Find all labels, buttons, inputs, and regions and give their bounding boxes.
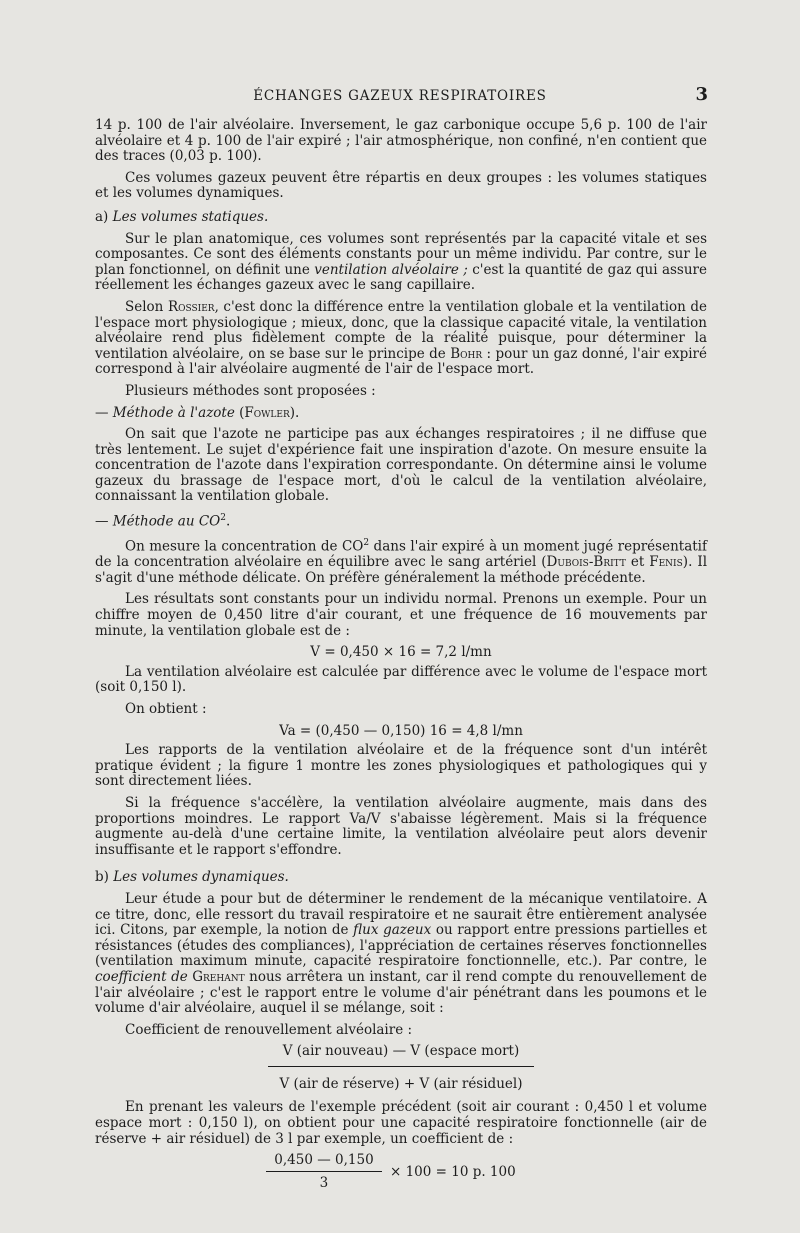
method-co2-heading	[95, 511, 707, 530]
author-dubois-britt: Dubois-Britt	[546, 554, 626, 571]
paragraph-10: On obtient :	[125, 701, 207, 717]
paragraph-13-text-b: ou rapport entre pressions partielles et résistances (études des compliances), l'appréciation de certaines réserves fonctionnelles (ventilation maximum minute, capacité respiratoire fonctionnelle, etc.). Par contre, le	[95, 922, 707, 970]
fraction-example-denominator: 3	[319, 1174, 329, 1191]
author-fowler: Fowler	[244, 404, 290, 421]
fraction-example	[266, 1153, 381, 1191]
paragraph-7-text-d: ). Il s'agit d'une méthode délicate. On préfère généralement la méthode précédente.	[95, 554, 708, 586]
page-number: 3	[695, 84, 708, 105]
paragraph-7-text-a: On mesure la concentration de CO	[125, 538, 364, 555]
formula-global-ventilation: V = 0,450 × 16 = 7,2 l/mn	[310, 644, 492, 661]
paragraph-3	[95, 232, 707, 294]
fraction-denominator: V (air de réserve) + V (air résiduel)	[279, 1075, 523, 1092]
paragraph-13	[95, 892, 707, 1017]
method-1-dash: —	[95, 404, 113, 421]
paragraph-5: Plusieurs méthodes sont proposées :	[125, 382, 376, 399]
paragraph-4	[95, 300, 707, 378]
method-2-title: Méthode au CO	[112, 513, 221, 530]
author-fenis: Fenis	[649, 554, 683, 571]
fraction-example-result: × 100 = 10 p. 100	[389, 1163, 516, 1180]
method-2-superscript: 2	[220, 513, 226, 524]
section-b-title: Les volumes dynamiques.	[113, 869, 289, 886]
paragraph-4-text-c: : pour un gaz donné, l'air expiré correspond à l'air alvéolaire augmenté de l'air de l'espace mort.	[95, 345, 707, 378]
term-flux-gazeux: flux gazeux	[353, 922, 432, 939]
section-b-heading	[95, 870, 707, 886]
formula-renewal-coefficient	[95, 1044, 707, 1092]
paragraph-6: On sait que l'azote ne participe pas aux échanges respiratoires ; il ne diffuse que très lentement. Le sujet d'expérience fait une inspiration d'azote. On mesure ensuite la concentration de l'azote dans l'expiration correspondante. On détermine ainsi le volume gazeux du brassage de l'espace mort, d'où le calcul de la ventilation alvéolaire, connaissant la ventilation globale.	[95, 426, 707, 505]
paragraph-13-text-c: nous arrêtera un instant, car il rend compte du renouvellement de l'air alvéolaire ; c'est le rapport entre le volume d'air pénétrant dans les poumons et le volume d'air alvéolaire, auquel il se mélange, soit :	[95, 968, 707, 1017]
paragraph-3-text-b: c'est la quantité de gaz qui assure réellement les échanges gazeux avec le sang capillaire.	[95, 261, 707, 294]
method-1-paren-open: (	[234, 404, 245, 421]
paragraph-7-text-b: dans l'air expiré à un moment jugé représentatif de la concentration alvéolaire en équilibre avec le sang artériel (	[95, 538, 707, 571]
formula-coefficient-example	[95, 1153, 707, 1191]
paragraph-13-text-a: Leur étude a pour but de déterminer le rendement de la mécanique ventilatoire. A ce titre, donc, elle ressort du travail respiratoire et ne saurait être entièrement analysée ici. Citons, par exemple, la notion de	[95, 890, 707, 939]
author-grehant: Grehant	[192, 968, 245, 985]
paragraph-9: La ventilation alvéolaire est calculée par différence avec le volume de l'espace mort (soit 0,150 l).	[95, 663, 707, 696]
paragraph-4-text-a: Selon	[125, 298, 168, 315]
paragraph-8: Les résultats sont constants pour un individu normal. Prenons un exemple. Pour un chiffre moyen de 0,450 litre d'air courant, et une fréquence de 16 mouvements par minute, la ventilation globale est de :	[95, 591, 707, 639]
paragraph-11: Les rapports de la ventilation alvéolaire et de la fréquence sont d'un intérêt pratique évident ; la figure 1 montre les zones physiologiques et pathologiques qui y sont directement liées.	[95, 742, 707, 790]
term-ventilation-alveolaire: ventilation alvéolaire ;	[314, 261, 468, 278]
section-b-marker: b)	[95, 869, 109, 886]
author-rossier: Rossier	[167, 298, 215, 315]
paragraph-7	[95, 536, 707, 586]
section-a-marker: a)	[95, 208, 109, 225]
formula-alveolar-ventilation: Va = (0,450 — 0,150) 16 = 4,8 l/mn	[279, 722, 523, 739]
fraction-renewal	[268, 1044, 535, 1092]
method-nitrogen-heading	[95, 406, 707, 422]
paragraph-15: En prenant les valeurs de l'exemple précédent (soit air courant : 0,450 l et volume espace mort : 0,150 l), on obtient pour une capacité respiratoire fonctionnelle (air de réserve + air résiduel) de 3 l par exemple, un coefficient de :	[95, 1099, 707, 1147]
paragraph-7-text-c: et	[625, 554, 650, 571]
term-coefficient: coefficient de	[95, 968, 188, 985]
method-1-title: Méthode à l'azote	[112, 404, 235, 421]
section-a-title: Les volumes statiques.	[112, 208, 269, 225]
paragraph-7-superscript: 2	[363, 538, 370, 549]
paragraph-3-text-a: Sur le plan anatomique, ces volumes sont représentés par la capacité vitale et ses composantes. Ce sont des éléments constants pour un même individu. Par contre, sur le plan fonctionnel, on définit une	[95, 230, 707, 278]
method-2-dash: —	[95, 513, 113, 530]
method-2-end: .	[225, 513, 231, 530]
paragraph-2: Ces volumes gazeux peuvent être répartis en deux groupes : les volumes statiques et les volumes dynamiques.	[95, 169, 707, 202]
paragraph-14: Coefficient de renouvellement alvéolaire :	[125, 1021, 413, 1038]
paragraph-4-text-b: , c'est donc la différence entre la ventilation globale et la ventilation de l'espace mort physiologique ; mieux, donc, que la classique capacité vitale, la ventilation alvéolaire rend plus fidèlement compte de la réalité puisque, pour déterminer la ventilation alvéolaire, on se base sur le principe de	[95, 298, 708, 362]
section-a-heading	[95, 210, 707, 226]
page-header	[0, 86, 800, 106]
running-title: ÉCHANGES GAZEUX RESPIRATOIRES	[253, 88, 547, 104]
fraction-numerator: V (air nouveau) — V (espace mort)	[268, 1044, 535, 1067]
fraction-example-numerator: 0,450 — 0,150	[266, 1153, 381, 1172]
paragraph-12: Si la fréquence s'accélère, la ventilation alvéolaire augmente, mais dans des proportions moindres. Le rapport Va/V s'abaisse légèrement. Mais si la fréquence augmente au-delà d'une certaine limite, la ventilation alvéolaire peut alors devenir insuffisante et le rapport s'effondre.	[95, 794, 707, 858]
method-1-paren-close: ).	[289, 404, 300, 421]
paragraph-1: 14 p. 100 de l'air alvéolaire. Inversement, le gaz carbonique occupe 5,6 p. 100 de l'air alvéolaire et 4 p. 100 de l'air expiré ; l'air atmosphérique, non confiné, n'en contient que des traces (0,03 p. 100).	[95, 117, 707, 165]
body-text	[95, 118, 707, 1191]
author-bohr: Bohr	[450, 345, 483, 362]
